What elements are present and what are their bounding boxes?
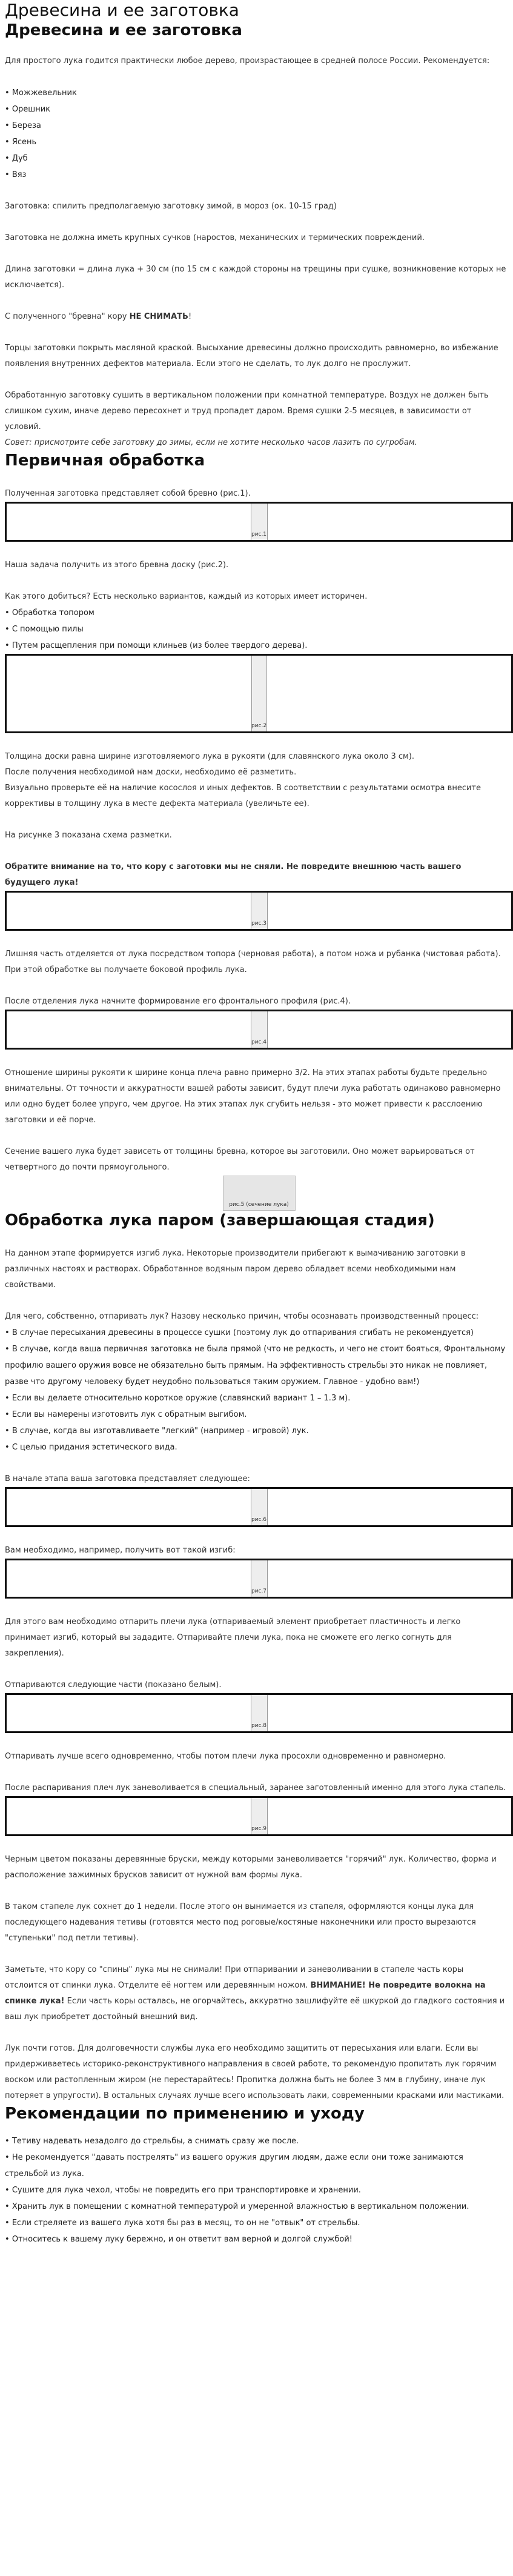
inspect-text: Визуально проверьте её на наличие косослоя и иных дефектов. В соответствии с результатами осмотра внесите коррективы в толщину лука в месте дефекта материала (увеличьте ее). (5, 784, 481, 808)
fig3-intro-text: На рисунке 3 показана схема разметки. (5, 831, 172, 840)
defects-text: Заготовка не должна иметь крупных сучков (наростов, механических и термических повреждений. (5, 233, 425, 242)
begin-text: В начале этапа ваша заготовка представляет следующее: (5, 1474, 250, 1483)
ends-text: Торцы заготовки покрыть масляной краской. Высыхание древесины должно происходить равномерно, во избежание появления внутренних дефектов материала. Если этого не сделать, то лук долго не прослужит. (5, 344, 498, 368)
week-text: В таком стапеле лук сохнет до 1 недели. После этого он вынимается из стапеля, оформляются концы лука для последующего надевания тетивы (готовятся место под роговые/костяные наконечники или просто вырезаются "ступеньки" под петли тетивы). (5, 1902, 476, 1943)
rough-text: Полученная заготовка представляет собой бревно (рис.1). (5, 489, 251, 498)
list-item: • Сушите для лука чехол, чтобы не повредить его при транспортировке и хранении. (5, 2182, 508, 2198)
ratio-text: Отношение ширины рукояти к ширине конца плеча равно примерно 3/2. На этих этапах работы будьте предельно внимательны. От точности и аккуратности вашей работы зависит, будут плечи лука работать одинаково равномерно или одно будет более упруго, чем другое. На этих этапах лук сгубить нельзя - это может привести к расслоению заготовки и её порче. (5, 1068, 501, 1125)
steam-text: Для этого вам необходимо отпарить плечи лука (отпариваемый элемент приобретает пластичность и легко принимает изгиб, который вы зададите. Отпаривайте плечи лука, пока не сможете его легко согнуть для закрепления). (5, 1617, 461, 1658)
blocks-text: Черным цветом показаны деревянные бруски, между которыми заневоливается "горячий" лук. Количество, форма и расположение зажимных брусков зависит от нужной вам формы лука. (5, 1855, 497, 1880)
list-item: • Не рекомендуется "давать пострелять" из вашего оружия другим людям, даже если они тоже занимаются стрельбой из лука. (5, 2149, 508, 2182)
figure-caption: рис.6 (251, 1489, 268, 1525)
figure-9 (5, 1796, 513, 1836)
list-item: • Дуб (5, 150, 508, 167)
thickness-text: Толщина доски равна ширине изготовляемого лука в рукояти (для славянского лука около 3 см). (5, 752, 415, 761)
figure-caption: рис.8 (251, 1695, 268, 1731)
advice-text: Совет: присмотрите себе заготовку до зимы, если не хотите несколько часов лазить по сугробам. (5, 438, 417, 447)
list-item: • Обработка топором (5, 605, 508, 621)
reasons-list (5, 1325, 508, 1456)
dry-text: Обработанную заготовку сушить в вертикальном положении при комнатной температуре. Воздух не должен быть слишком сухим, иначе дерево пересохнет и труд пропадет даром. Время сушки 2-5 месяцев, в зависимости от условий. (5, 391, 489, 431)
list-item: • С помощью пилы (5, 621, 508, 637)
section-heading-wood: Древесина и ее заготовка (5, 21, 242, 39)
tips-list (5, 2133, 508, 2248)
task-text: Наша задача получить из этого бревна доску (рис.2). (5, 561, 229, 570)
bark-text: С полученного "бревна" кору НЕ СНИМАТЬ! (5, 312, 192, 321)
list-item: • Если стреляете из вашего лука хотя бы раз в месяц, то он не "отвык" от стрельбы. (5, 2215, 508, 2231)
figure-caption: рис.3 (251, 893, 268, 929)
list-item: • Если вы делаете относительно короткое оружие (славянский вариант 1 – 1.3 м). (5, 1390, 508, 1406)
section-heading-primary: Первичная обработка (5, 451, 205, 470)
figure-4 (5, 1010, 513, 1050)
figure-caption: рис.2 (251, 656, 267, 731)
list-item: • С целью придания эстетического вида. (5, 1439, 508, 1456)
length-text: Длина заготовки = длина лука + 30 см (по 15 см с каждой стороны на трещины при сушке, возникновение которых не исключается). (5, 265, 506, 290)
section-heading-steam: Обработка лука паром (завершающая стадия) (5, 1211, 435, 1230)
figure-6 (5, 1487, 513, 1527)
why-text: Для чего, собственно, отпаривать лук? Назову несколько причин, чтобы осознавать производственный процесс: (5, 1312, 479, 1321)
warning-text: Обратите внимание на то, что кору с заготовки мы не сняли. Не повредите внешнюю часть вашего будущего лука! (5, 862, 462, 887)
harvest-text: Заготовка: спилить предполагаемую заготовку зимой, в мороз (ок. 10-15 град) (5, 202, 337, 211)
select-text: После получения необходимой нам доски, необходимо её разметить. (5, 768, 297, 777)
list-item: • Если вы намерены изготовить лук с обратным выгибом. (5, 1406, 508, 1423)
list-item: • Относитесь к вашему луку бережно, и он ответит вам верной и долгой службой! (5, 2231, 508, 2248)
front-text: После отделения лука начните формирование его фронтального профиля (рис.4). (5, 997, 351, 1006)
figure-caption: рис.9 (251, 1798, 268, 1834)
list-item: • Береза (5, 118, 508, 134)
figure-3 (5, 891, 513, 931)
list-item: • Можжевельник (5, 85, 508, 101)
figure-1 (5, 502, 513, 542)
section-text: Сечение вашего лука будет зависеть от толщины бревна, которое вы заготовили. Оно может варьироваться от четвертного до почти прямоугольного. (5, 1147, 475, 1172)
need-text: Вам необходимо, например, получить вот такой изгиб: (5, 1546, 236, 1555)
how-text: Как этого добиться? Есть несколько вариантов, каждый из которых имеет историчен. (5, 592, 368, 601)
list-item: • В случае пересыхания древесины в процессе сушки (поэтому лук до отпаривания сгибать не рекомендуется) (5, 1325, 508, 1341)
simult-text: Отпаривать лучше всего одновременно, чтобы потом плечи лука просохли одновременно и равномерно. (5, 1752, 446, 1761)
list-item: • Ясень (5, 134, 508, 150)
list-item: • Хранить лук в помещении с комнатной температурой и умеренной влажностью в вертикальном положении. (5, 2198, 508, 2215)
list-item: • Орешник (5, 101, 508, 118)
note-text: Заметьте, что кору со "спины" лука мы не снимали! При отпаривании и заневоливании в стапеле часть коры отслоится от спинки лука. Отделите её ногтем или деревянным ножом. ВНИМАНИЕ! Не повредите волокна на спинке лука! Если часть коры осталась, не огорчайтесь, аккуратно зашлифуйте её шкуркой до гладкого состояния и ваш лук приобретет достойный внешний вид. (5, 1965, 505, 2022)
figure-caption: рис.4 (251, 1011, 268, 1048)
list-item: • В случае, когда ваша первичная заготовка не была прямой (что не редкость, и чего не стоит бояться, Фронтальному профилю вашего оружия вовсе не обязательно быть прямым. На эффективность стрельбы это никак не повлияет, разве что другому человеку будет неудобно пользоваться таким оружием. Главное - удобно вам!) (5, 1341, 508, 1390)
clamp-text: После распаривания плеч лук заневоливается в специальный, заранее заготовленный именно для этого лука стапель. (5, 1783, 506, 1792)
list-item: • Вяз (5, 167, 508, 183)
list-item: • Тетиву надевать незадолго до стрельбы, а снимать сразу же после. (5, 2133, 508, 2149)
methods-list (5, 605, 508, 654)
figure-7 (5, 1559, 513, 1599)
steamed-text: Отпариваются следующие части (показано белым). (5, 1680, 222, 1689)
list-item: • Путем расщепления при помощи клиньев (из более твердого дерева). (5, 637, 508, 654)
intro-text: Для простого лука годится практически любое дерево, произрастающее в средней полосе России. Рекомендуется: (5, 56, 490, 65)
figure-5 (5, 1176, 513, 1211)
list-item: • В случае, когда вы изготавливаете "легкий" (например - игровой) лук. (5, 1423, 508, 1439)
figure-8 (5, 1693, 513, 1733)
finish-text: Лук почти готов. Для долговечности службы лука его необходимо защитить от пересыхания или влаги. Если вы придерживаетесь историко-реконструктивного направления в своей работе, то рекомендую пропитать лук горячим воском или растопленным жиром (не перестарайтесь! Пропитка должна быть не более 3 мм в глубину, иначе лук потеряет в упругости). В остальных случаях лучше всего использовать лаки, современными красками или мастиками. (5, 2044, 505, 2100)
figure-caption: рис.5 (сечение лука) (223, 1176, 296, 1211)
steam-intro-text: На данном этапе формируется изгиб лука. Некоторые производители прибегают к вымачиванию заготовки в различных настоях и растворах. Обработанное водяным паром дерево обладает всеми необходимыми нам свойствами. (5, 1249, 466, 1290)
wood-list (5, 85, 508, 183)
section-heading-care: Рекомендации по применению и уходу (5, 2105, 365, 2123)
figure-caption: рис.1 (251, 504, 268, 540)
figure-2 (5, 654, 513, 733)
profile-text: При этой обработке вы получаете боковой профиль лука. (5, 965, 247, 974)
excess-text: Лишняя часть отделяется от лука посредством топора (черновая работа), а потом ножа и рубанка (чистовая работа). (5, 950, 501, 959)
figure-caption: рис.7 (251, 1560, 268, 1597)
page-title: Древесина и ее заготовка (5, 0, 239, 20)
